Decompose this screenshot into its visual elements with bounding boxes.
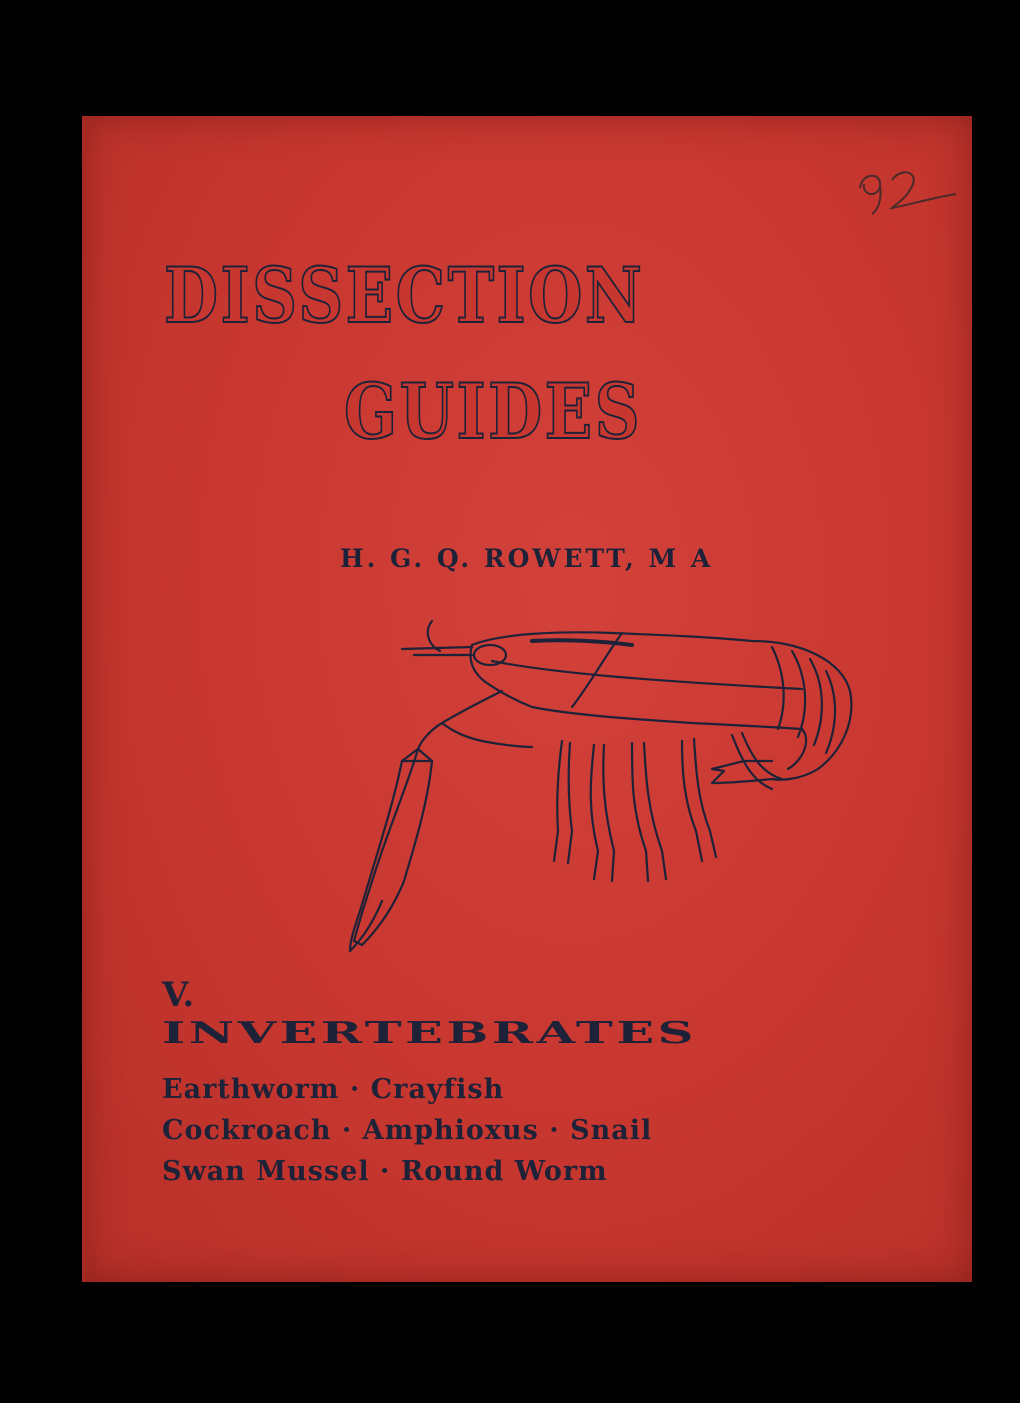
contents-line: Cockroach · Amphioxus · Snail bbox=[162, 1115, 653, 1146]
author-name: H. G. Q. ROWETT, M A bbox=[340, 544, 714, 573]
title-line-2: GUIDES bbox=[344, 367, 643, 456]
contents-line: Earthworm · Crayfish bbox=[162, 1074, 505, 1105]
volume-number: V. bbox=[162, 975, 195, 1015]
contents-line: Swan Mussel · Round Worm bbox=[162, 1156, 608, 1187]
book-cover bbox=[82, 116, 972, 1282]
volume-subject: INVERTEBRATES bbox=[162, 1015, 697, 1051]
crayfish-icon bbox=[332, 611, 872, 961]
cover-spine-edge bbox=[82, 116, 92, 1282]
title-line-1: DISSECTION bbox=[164, 251, 645, 340]
handwritten-mark-icon bbox=[852, 158, 962, 218]
contents-list bbox=[162, 1074, 652, 1197]
